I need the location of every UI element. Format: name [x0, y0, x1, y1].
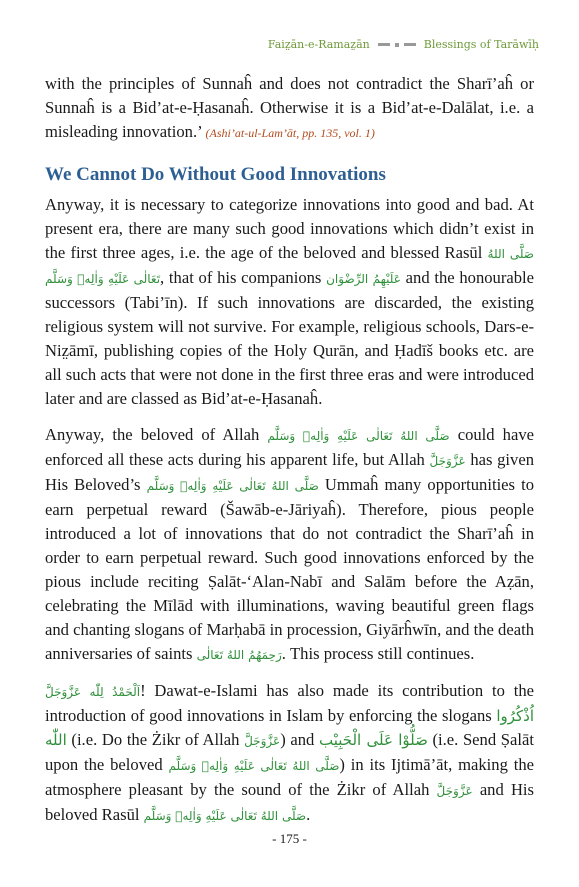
text: Anyway, it is necessary to categorize innovations into good and bad. At present era, there are many such good innovations which didn’t exist in the first three ages, i.e. the age of the beloved and blessed Rasūl: [45, 195, 534, 262]
text: , that of his companions: [160, 268, 327, 287]
text: with the principles of Sunnaĥ and does not contradict the Sharī’aĥ or Sunnaĥ is a Bid’at-e-Ḥasanaĥ. Otherwise it is a Bid’at-e-Dalālat, i.e. a misleading innovation.’: [45, 74, 534, 141]
text: . This process still continues.: [281, 644, 475, 663]
page-body: [45, 72, 534, 840]
arabic-slogan: اُذْكُرُوا اللّٰه: [45, 707, 534, 749]
text: (i.e. Send Ṣalāt upon the beloved: [45, 730, 534, 774]
text: Ummaĥ many opportunities to earn perpetual reward (Šawāb-e-Jāriyaĥ). Therefore, pious people introduced a lot of innovations that do not contradict the Sharī’aĥ in order to earn perpetual reward. Such good innovations enforced by the pious include reciting Ṣalāt-‘Alan-Nabī and Salām before the Aẓān, celebrating the Mīlād with illuminations, waving beautiful green flags and chanting slogans of Marḥabā in procession, Giyārĥwīn, and the death anniversaries of saints: [45, 475, 534, 663]
text: and the honourable successors (Tabi’īn). If such innovations are discarded, the existing religious system will not survive. For example, religious schools, Dars-e-Niz̤āmī, publishing copies of the Holy Qurān, and Ḥadīš books etc. are all such acts that were not done in the first three eras and were introduced later and are classed as Bid’at-e-Ḥasanaĥ.: [45, 268, 535, 408]
arabic-salutation: صَلَّى اللهُ تَعَالٰى عَلَيْهِ وَاٰلِهٖ وَسَلَّم: [45, 247, 534, 286]
arabic-salutation: عَزَّوَجَلَّ: [244, 734, 281, 748]
header-book-title: Faiz̤ān-e-Ramaz̤ān: [267, 38, 370, 51]
arabic-salutation: صَلَّى اللهُ تَعَالٰى عَلَيْهِ وَاٰلِهٖ وَسَلَّم: [146, 479, 319, 493]
text: .: [306, 805, 311, 824]
paragraph-intro: [45, 72, 534, 145]
paragraph-1: [45, 193, 534, 411]
arabic-salutation: اَلْحَمْدُ لِلّٰه عَزَّوَجَلَّ: [45, 685, 141, 699]
header-chapter-title: Blessings of Tarāwīḥ: [423, 38, 539, 51]
header-separator: [378, 43, 416, 47]
arabic-salutation: صَلَّى اللهُ تَعَالٰى عَلَيْهِ وَاٰلِهٖ وَسَلَّم: [267, 429, 450, 443]
text: ) in its Ijtimā’āt, making the atmosphere pleasant by the sound of the Żikr of Allah: [45, 755, 534, 799]
text: ! Dawat-e-Islami has also made its contribution to the introduction of good innovations in Islam by enforcing the slogans: [45, 681, 534, 725]
text: has given His Beloved’s: [45, 450, 534, 494]
arabic-salutation: عَزَّوَجَلَّ: [436, 784, 473, 798]
text: ) and: [280, 730, 320, 749]
section-heading: We Cannot Do Without Good Innovations: [45, 164, 386, 185]
text: Anyway, the beloved of Allah: [45, 425, 268, 444]
running-header: [268, 38, 539, 51]
arabic-slogan: صَلُّوْا عَلَى الْحَبِيْب: [319, 731, 428, 749]
arabic-salutation: رَحِمَهُمُ اللهُ تَعَالٰى: [196, 648, 282, 662]
citation: (Ashi’at-ul-Lam’āt, pp. 135, vol. 1): [205, 126, 375, 140]
paragraph-3: [45, 679, 534, 828]
arabic-salutation: صَلَّى اللهُ تَعَالٰى عَلَيْهِ وَاٰلِهٖ وَسَلَّم: [168, 759, 340, 773]
page-number: - 175 -: [272, 831, 307, 846]
arabic-salutation: صَلَّى اللهُ تَعَالٰى عَلَيْهِ وَاٰلِهٖ وَسَلَّم: [143, 809, 307, 823]
text: could have enforced all these acts during his apparent life, but Allah: [45, 425, 534, 469]
arabic-salutation: عَزَّوَجَلَّ: [429, 454, 466, 468]
paragraph-2: [45, 423, 534, 667]
text: (i.e. Do the Żikr of Allah: [66, 730, 245, 749]
text: and His beloved Rasūl: [45, 780, 534, 824]
arabic-salutation: عَلَيْهِمُ الرِّضْوَان: [326, 272, 401, 286]
